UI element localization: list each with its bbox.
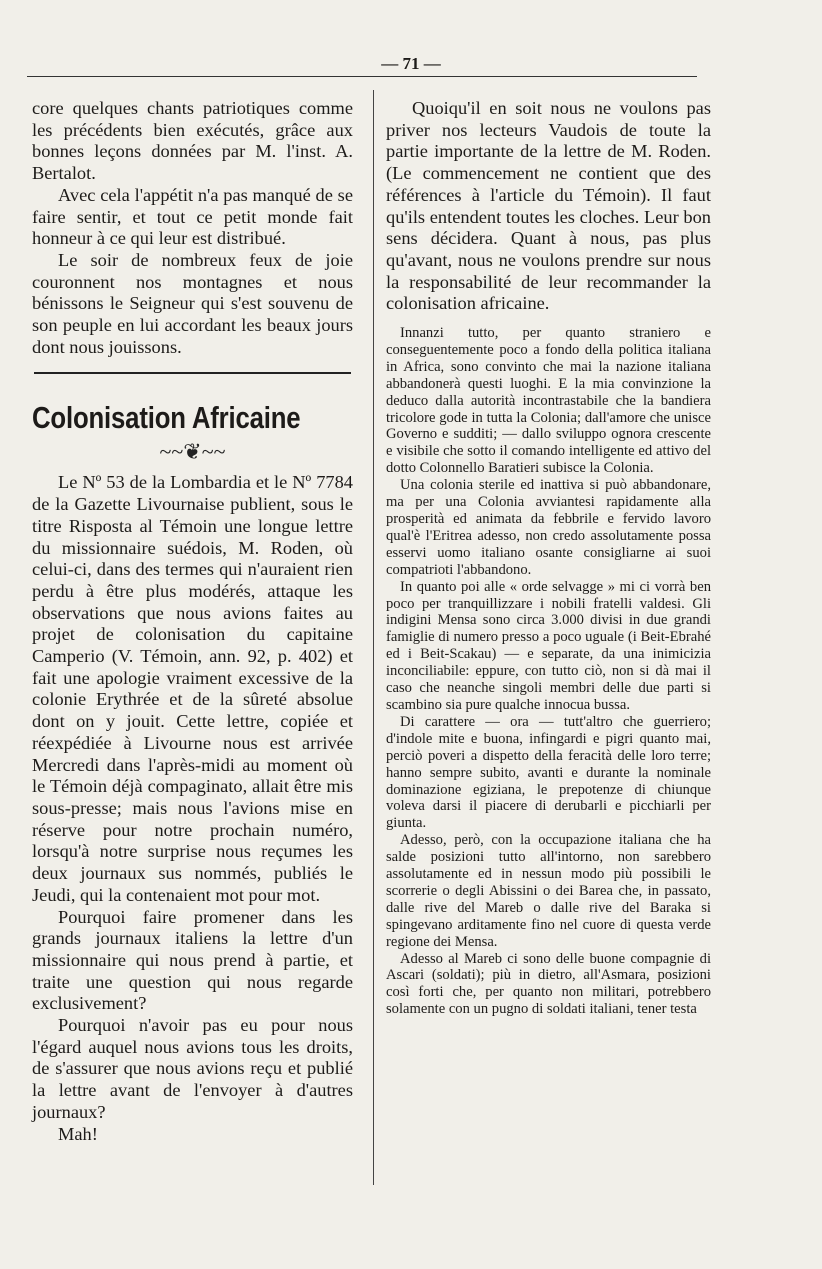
page-number: — 71 — (381, 54, 441, 73)
paragraph: Le Nº 53 de la Lombardia et le Nº 7784 de la Gazette Livournaise publient, sous le titre Risposta al Témoin une longue lettre du missionnaire suédois, M. Roden, où celui-ci, dans des termes qui n'auraient rien perdu à être plus modérés, attaque les observations que nous avions faites au projet de colonisation du capitaine Camperio (V. Témoin, ann. 92, p. 402) et fait une apologie vraiment excessive de la colonie Erythrée et de la sûreté absolue dont on y jouit. Cette lettre, copiée et réexpédiée à Livourne nous est arrivée Mercredi dans l'après-midi au moment où le Témoin déjà compaginato, allait être mis sous-presse; mais nous l'avions mise en réserve pour notre prochain numéro, lorsqu'à notre surprise nous reçumes les deux journaux sus nommés, publiés le Jeudi, qui la contenaient mot pour mot. (32, 472, 353, 905)
paragraph: Di carattere — ora — tutt'altro che guerriero; d'indole mite e buona, infingardi e pigri quanto mai, perciò poveri a dispetto della feracità delle loro terre; hanno sempre subito, avanti e durante la nominale dominazione egiziana, le prepotenze di chiunque voleva darsi il piacere di derubarli e picchiarli per giunta. (386, 713, 711, 832)
section-rule (34, 372, 351, 374)
paragraph: Pourquoi faire promener dans les grands journaux italiens la lettre d'un missionnaire qui nous prend à partie, et traite une question qui nous regarde exclusivement? (32, 906, 353, 1014)
paragraph: Una colonia sterile ed inattiva si può abbandonare, ma per una Colonia avviantesi rapidamente alla prosperità ed animata da febbrile e fervido lavoro qual'è l'Eritrea adesso, non credo assolutamente possa esservi uomo italiano osante consigliarne ai suoi compatrioti l'abbandono. (386, 477, 711, 578)
paragraph: Avec cela l'appétit n'a pas manqué de se faire sentir, et tout ce petit monde fait honneur à ce qui leur est distribué. (32, 184, 353, 249)
paragraph: In quanto poi alle « orde selvagge » mi ci vorrà ben poco per tranquillizzare i nobili fratelli valdesi. Gli indigini Mensa sono circa 3.000 divisi in due grandi famiglie di numero presso a poco uguale (i Beit-Ebrahé ed i Beit-Scakau) — e separate, da una inimicizia inconciliabile: eppure, con tutto ciò, non si dà mai il caso che neanche singoli membri delle due parti si scambino sia pure qualche innocua bussa. (386, 578, 711, 713)
paragraph: Adesso al Mareb ci sono delle buone compagnie di Ascari (soldati); più in dietro, all'Asmara, posizioni così forti che, per quanto non militari, potrebbero solamente con un pugno di soldati italiani, tener testa (386, 950, 711, 1018)
ornament-flourish: ~~❦~~ (159, 439, 226, 465)
right-column (386, 98, 711, 1018)
paragraph: Le soir de nombreux feux de joie couronnent nos montagnes et nous bénissons le Seigneur qui s'est souvenu de son peuple en lui accordant les beaux jours dont nous jouissons. (32, 249, 353, 357)
italian-letter (386, 325, 711, 1018)
left-column (32, 98, 353, 1145)
column-divider (373, 90, 374, 1185)
article-headline: Colonisation Africaine (32, 400, 301, 436)
paragraph: Adesso, però, con la occupazione italiana che ha salde posizioni tutto all'intorno, non sarebbero assolutamente ed in nessun modo più possibili le scorrerie o degli Abissini o dei Barea che, in passato, dalle rive del Mareb o dalle rive del Baraka si spingevano arditamente fino nel cuore di questa verde regione dei Mensa. (386, 832, 711, 950)
paragraph: core quelques chants patriotiques comme les précédents bien exécutés, grâce aux bonnes leçons données par M. l'inst. A. Bertalot. (32, 98, 353, 184)
paragraph: Quoiqu'il en soit nous ne voulons pas priver nos lecteurs Vaudois de toute la partie importante de la lettre de M. Roden. (Le commencement ne contient que des références à l'article du Témoin). Il faut qu'ils entendent toutes les cloches. Leur bon sens décidera. Quant à nous, pas plus qu'avant, nous ne voulons prendre sur nous la responsabilité de leur recommander la colonisation africaine. (386, 98, 711, 314)
paragraph: Mah! (58, 1123, 98, 1144)
header-rule (27, 76, 697, 77)
paragraph: Pourquoi n'avoir pas eu pour nous l'égard auquel nous avions tous les droits, de s'assurer que nous avions reçu et publié la lettre avant de l'envoyer à d'autres journaux? (32, 1015, 353, 1122)
paragraph: Innanzi tutto, per quanto straniero e conseguentemente poco a fondo della politica italiana in Africa, sono convinto che mai la nazione italiana abbandonerà questi luoghi. E la mia convinzione la deduco dalla autorità incontrastabile che la bandiera tricolore gode in tutta la Colonia; dall'amore che unisce Governo e sudditi; — dallo sviluppo ognora crescente e visibile che sotto il comando intelligente ed attivo del dotto Colonnello Baratieri subisce la Colonia. (386, 325, 711, 477)
